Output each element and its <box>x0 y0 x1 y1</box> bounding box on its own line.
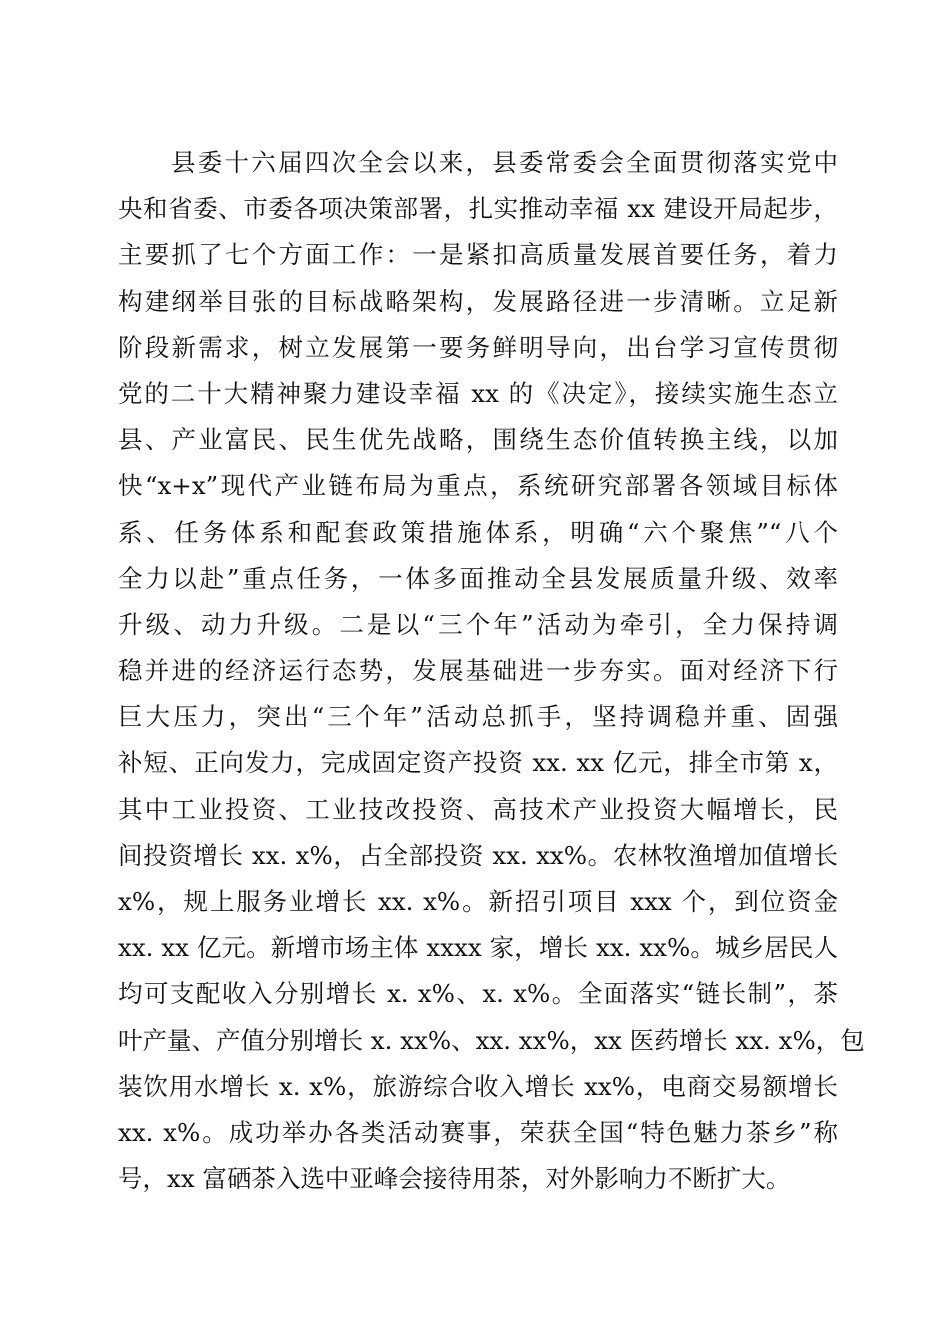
paragraph-line: 叶产量、产值分别增长 x. xx%、xx. xx%，xx 医药增长 xx. x%，包 <box>118 1025 865 1055</box>
paragraph-line: x%，规上服务业增长 xx. x%。新招引项目 xxx 个，到位资金 <box>118 887 838 916</box>
paragraph-line: 号，xx 富硒茶入选中亚峰会接待用茶，对外影响力不断扩大。 <box>118 1164 791 1194</box>
paragraph-line: 系、任务体系和配套政策措施体系，明确“六个聚焦”“八个 <box>118 517 838 547</box>
paragraph-line: 间投资增长 xx. x%，占全部投资 xx. xx%。农林牧渔增加值增长 <box>118 840 838 870</box>
paragraph-line: 县委十六届四次全会以来，县委常委会全面贯彻落实党中 <box>171 148 838 177</box>
paragraph-line: 构建纲举目张的目标战略架构，发展路径进一步清晰。立足新 <box>118 286 838 316</box>
paragraph-line: 升级、动力升级。二是以“三个年”活动为牵引，全力保持调 <box>118 609 838 639</box>
paragraph-line: 均可支配收入分别增长 x. x%、x. x%。全面落实“链长制”，茶 <box>118 979 838 1009</box>
paragraph-line: 主要抓了七个方面工作：一是紧扣高质量发展首要任务，着力 <box>118 240 838 270</box>
paragraph-line: 阶段新需求，树立发展第一要务鲜明导向，出台学习宣传贯彻 <box>118 332 838 362</box>
paragraph-line: xx. xx 亿元。新增市场主体 xxxx 家，增长 xx. xx%。城乡居民人 <box>118 933 838 963</box>
paragraph-line: xx. x%。成功举办各类活动赛事，荣获全国“特色魅力茶乡”称 <box>118 1117 838 1147</box>
paragraph-line: 快“x+x”现代产业链布局为重点，系统研究部署各领域目标体 <box>118 471 838 501</box>
paragraph-line: 稳并进的经济运行态势，发展基础进一步夯实。面对经济下行 <box>118 656 838 686</box>
paragraph-line: 全力以赴”重点任务，一体多面推动全县发展质量升级、效率 <box>118 563 838 593</box>
paragraph-line: 县、产业富民、民生优先战略，围绕生态价值转换主线，以加 <box>118 425 838 455</box>
paragraph-line: 巨大压力，突出“三个年”活动总抓手，坚持调稳并重、固强 <box>118 702 838 732</box>
body-paragraph <box>118 140 865 1202</box>
paragraph-line: 党的二十大精神聚力建设幸福 xx 的《决定》，接续实施生态立 <box>118 378 838 408</box>
paragraph-line: 补短、正向发力，完成固定资产投资 xx. xx 亿元，排全市第 x， <box>118 748 838 778</box>
paragraph-line: 央和省委、市委各项决策部署，扎实推动幸福 xx 建设开局起步， <box>118 194 838 224</box>
paragraph-line: 装饮用水增长 x. x%，旅游综合收入增长 xx%，电商交易额增长 <box>118 1071 838 1101</box>
paragraph-line: 其中工业投资、工业技改投资、高技术产业投资大幅增长，民 <box>118 794 838 824</box>
